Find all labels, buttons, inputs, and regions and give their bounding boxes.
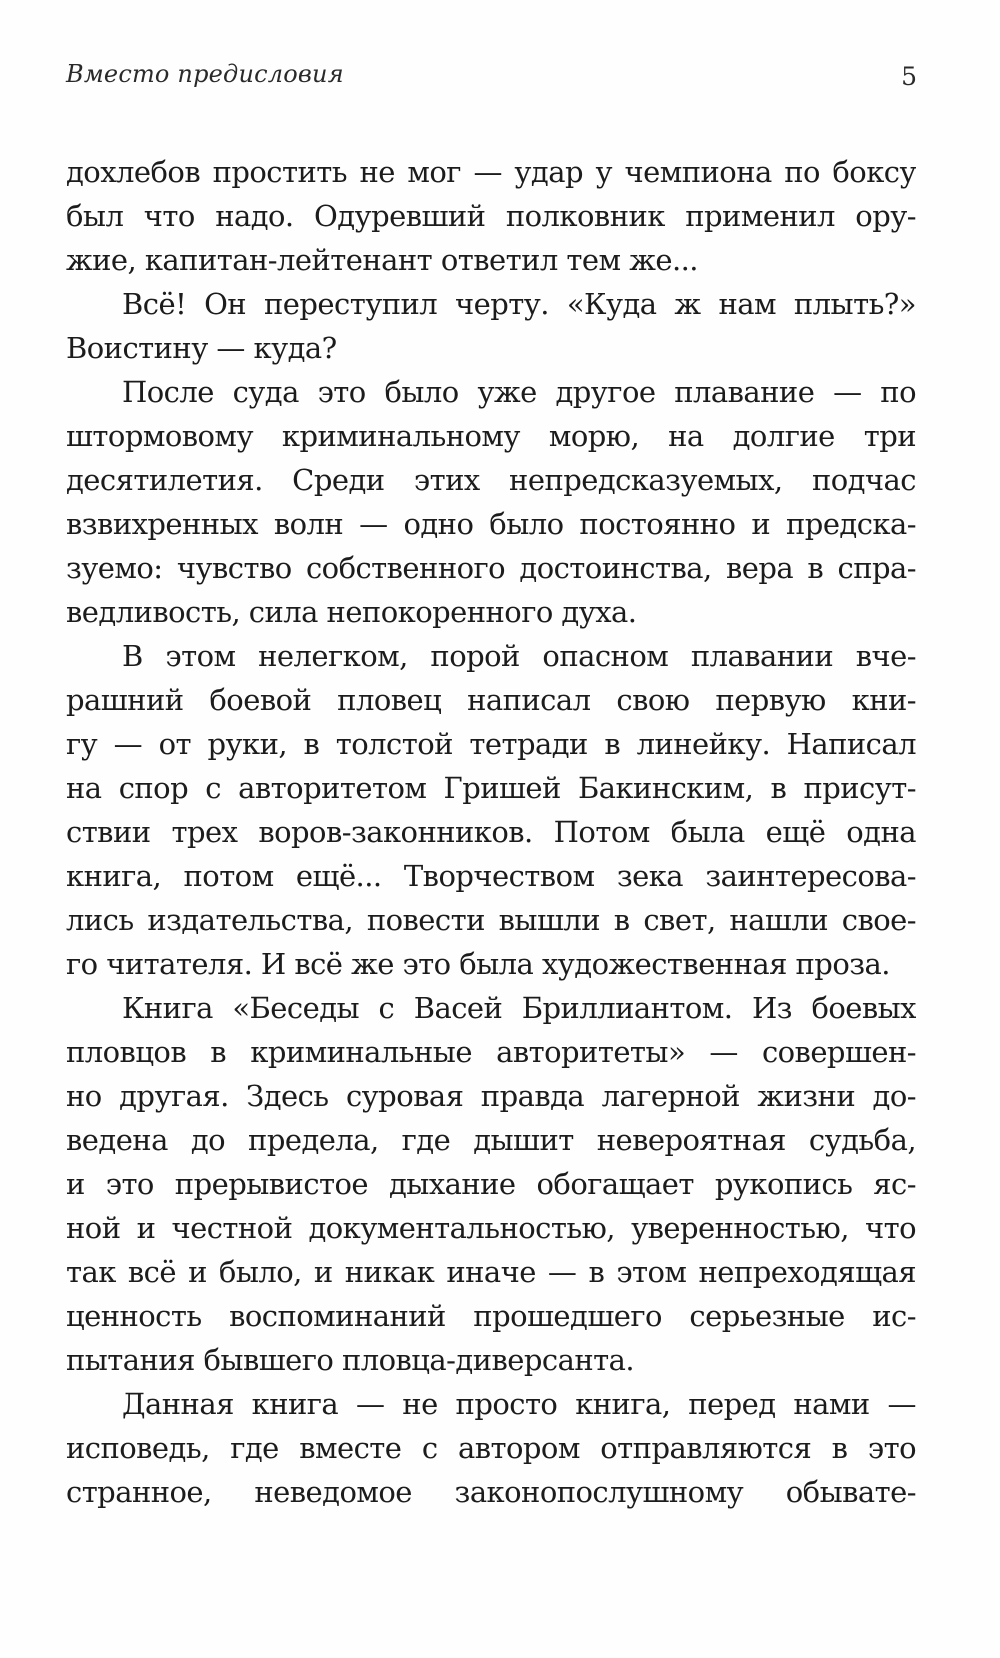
text-line: Воистину — куда? <box>66 331 337 365</box>
text-line: ной и честной документальностью, уверенностью, что <box>66 1211 916 1245</box>
text-line: странное, неведомое законопослушному обывате- <box>66 1475 916 1509</box>
body-text <box>66 150 916 1514</box>
text-line: десятилетия. Среди этих непредсказуемых, подчас <box>66 463 916 497</box>
text-line: Данная книга — не просто книга, перед нами — <box>122 1387 916 1421</box>
text-line: книга, потом ещё... Творчеством зека заинтересова- <box>66 859 916 893</box>
text-line: ценность воспоминаний прошедшего серьезные ис- <box>66 1299 916 1333</box>
text-line: лись издательства, повести вышли в свет, нашли свое- <box>66 903 916 937</box>
text-line: ствии трех воров-законников. Потом была ещё одна <box>66 815 916 849</box>
text-line: В этом нелегком, порой опасном плавании вче- <box>122 639 916 673</box>
text-line: был что надо. Одуревший полковник применил ору- <box>66 199 916 233</box>
text-line: После суда это было уже другое плавание — по <box>122 375 916 409</box>
text-line: зуемо: чувство собственного достоинства, вера в спра- <box>66 551 916 585</box>
text-line: штормовому криминальному морю, на долгие три <box>66 419 916 453</box>
text-line: так всё и было, и никак иначе — в этом непреходящая <box>66 1255 916 1289</box>
text-line: го читателя. И всё же это была художественная проза. <box>66 947 890 981</box>
text-line: Книга «Беседы с Васей Бриллиантом. Из боевых <box>122 991 916 1025</box>
text-line: и это прерывистое дыхание обогащает рукопись яс- <box>66 1167 916 1201</box>
text-line: взвихренных волн — одно было постоянно и предска- <box>66 507 916 541</box>
text-line: Всё! Он переступил черту. «Куда ж нам плыть?» <box>122 287 916 321</box>
text-line: рашний боевой пловец написал свою первую кни- <box>66 683 916 717</box>
page-number: 5 <box>901 62 917 91</box>
text-line: дохлебов простить не мог — удар у чемпиона по боксу <box>66 155 916 189</box>
text-line: исповедь, где вместе с автором отправляются в это <box>66 1431 916 1465</box>
text-line: ведена до предела, где дышит невероятная судьба, <box>66 1123 916 1157</box>
text-line: жие, капитан-лейтенант ответил тем же... <box>66 243 698 277</box>
text-line: гу — от руки, в толстой тетради в линейку. Написал <box>66 727 916 761</box>
running-title: Вместо предисловия <box>66 60 344 88</box>
text-line: но другая. Здесь суровая правда лагерной жизни до- <box>66 1079 916 1113</box>
text-line: пловцов в криминальные авторитеты» — совершен- <box>66 1035 916 1069</box>
text-line: пытания бывшего пловца-диверсанта. <box>66 1343 634 1377</box>
text-line: ведливость, сила непокоренного духа. <box>66 595 637 629</box>
text-line: на спор с авторитетом Гришей Бакинским, в присут- <box>66 771 916 805</box>
